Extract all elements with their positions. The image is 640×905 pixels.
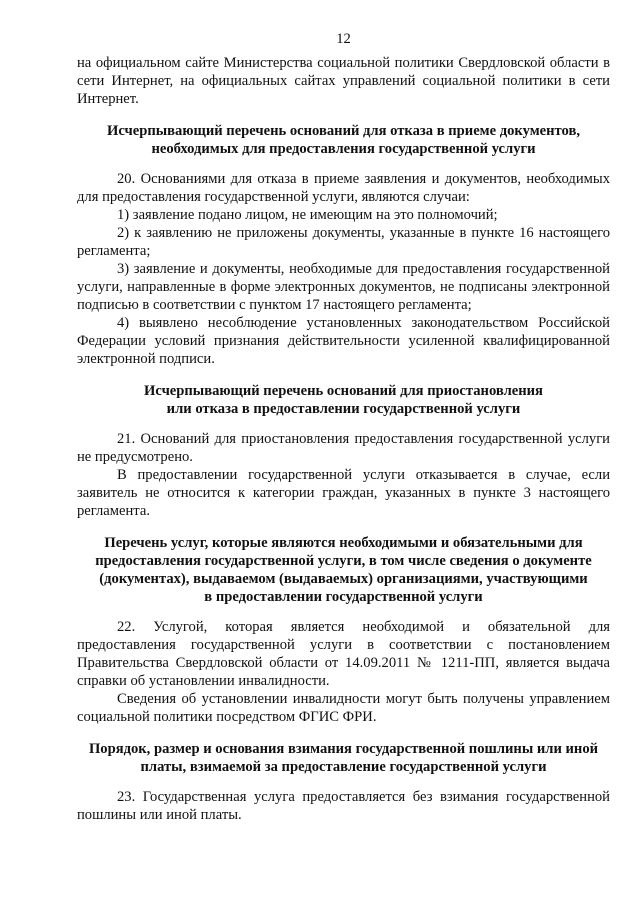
page-number: 12: [336, 31, 351, 47]
heading-line: предоставления государственной услуги, в том числе сведения о документе: [95, 553, 592, 569]
heading-line: необходимых для предоставления государственной услуги: [151, 141, 536, 157]
paragraph-21: 21. Оснований для приостановления предоставления государственной услуги не предусмотрено.: [77, 431, 610, 465]
section-heading-fees: [77, 740, 610, 776]
heading-line: Исчерпывающий перечень оснований для приостановления: [144, 383, 543, 399]
heading-line: платы, взимаемой за предоставление государственной услуги: [140, 759, 547, 775]
intro-paragraph: на официальном сайте Министерства социальной политики Свердловской области в сети Интернет, на официальных сайтах управлений социальной политики в сети Интернет.: [77, 55, 610, 107]
heading-line: Перечень услуг, которые являются необходимыми и обязательными для: [104, 535, 583, 551]
paragraph-23: 23. Государственная услуга предоставляется без взимания государственной пошлины или иной платы.: [77, 789, 610, 823]
heading-line: Исчерпывающий перечень оснований для отказа в приеме документов,: [107, 123, 580, 139]
list-item-3: 3) заявление и документы, необходимые для предоставления государственной услуги, направленные в форме электронных документов, не подписаны электронной подписью в соответствии с пунктом 17 настоящего регламента;: [77, 261, 610, 313]
list-item-4: 4) выявлено несоблюдение установленных законодательством Российской Федерации условий признания действительности усиленной квалифицированной электронной подписи.: [77, 315, 610, 367]
heading-line: в предоставлении государственной услуги: [204, 589, 483, 605]
list-item-1: 1) заявление подано лицом, не имеющим на это полномочий;: [117, 207, 498, 223]
heading-line: (документах), выдаваемом (выдаваемых) организациями, участвующими: [99, 571, 588, 587]
heading-line: Порядок, размер и основания взимания государственной пошлины или иной: [88, 741, 599, 757]
section-heading-suspension: [77, 382, 610, 418]
paragraph-20: 20. Основаниями для отказа в приеме заявления и документов, необходимых для предоставления государственной услуги, являются случаи:: [77, 171, 610, 205]
paragraph-21-refusal: В предоставлении государственной услуги отказывается в случае, если заявитель не относится к категории граждан, указанных в пункте 3 настоящего регламента.: [77, 467, 610, 519]
paragraph-22: 22. Услугой, которая является необходимой и обязательной для предоставления государственной услуги в соответствии с постановлением Правительства Свердловской области от 14.09.2011 № 1211-ПП, является выдача справки об установлении инвалидности.: [77, 619, 610, 689]
paragraph-22-disability: Сведения об установлении инвалидности могут быть получены управлением социальной политики посредством ФГИС ФРИ.: [77, 691, 610, 725]
list-item-2: 2) к заявлению не приложены документы, указанные в пункте 16 настоящего регламента;: [77, 225, 610, 259]
heading-line: или отказа в предоставлении государственной услуги: [166, 401, 521, 417]
section-heading-required-services: [77, 534, 610, 606]
section-heading-refusal-acceptance: [77, 122, 610, 158]
